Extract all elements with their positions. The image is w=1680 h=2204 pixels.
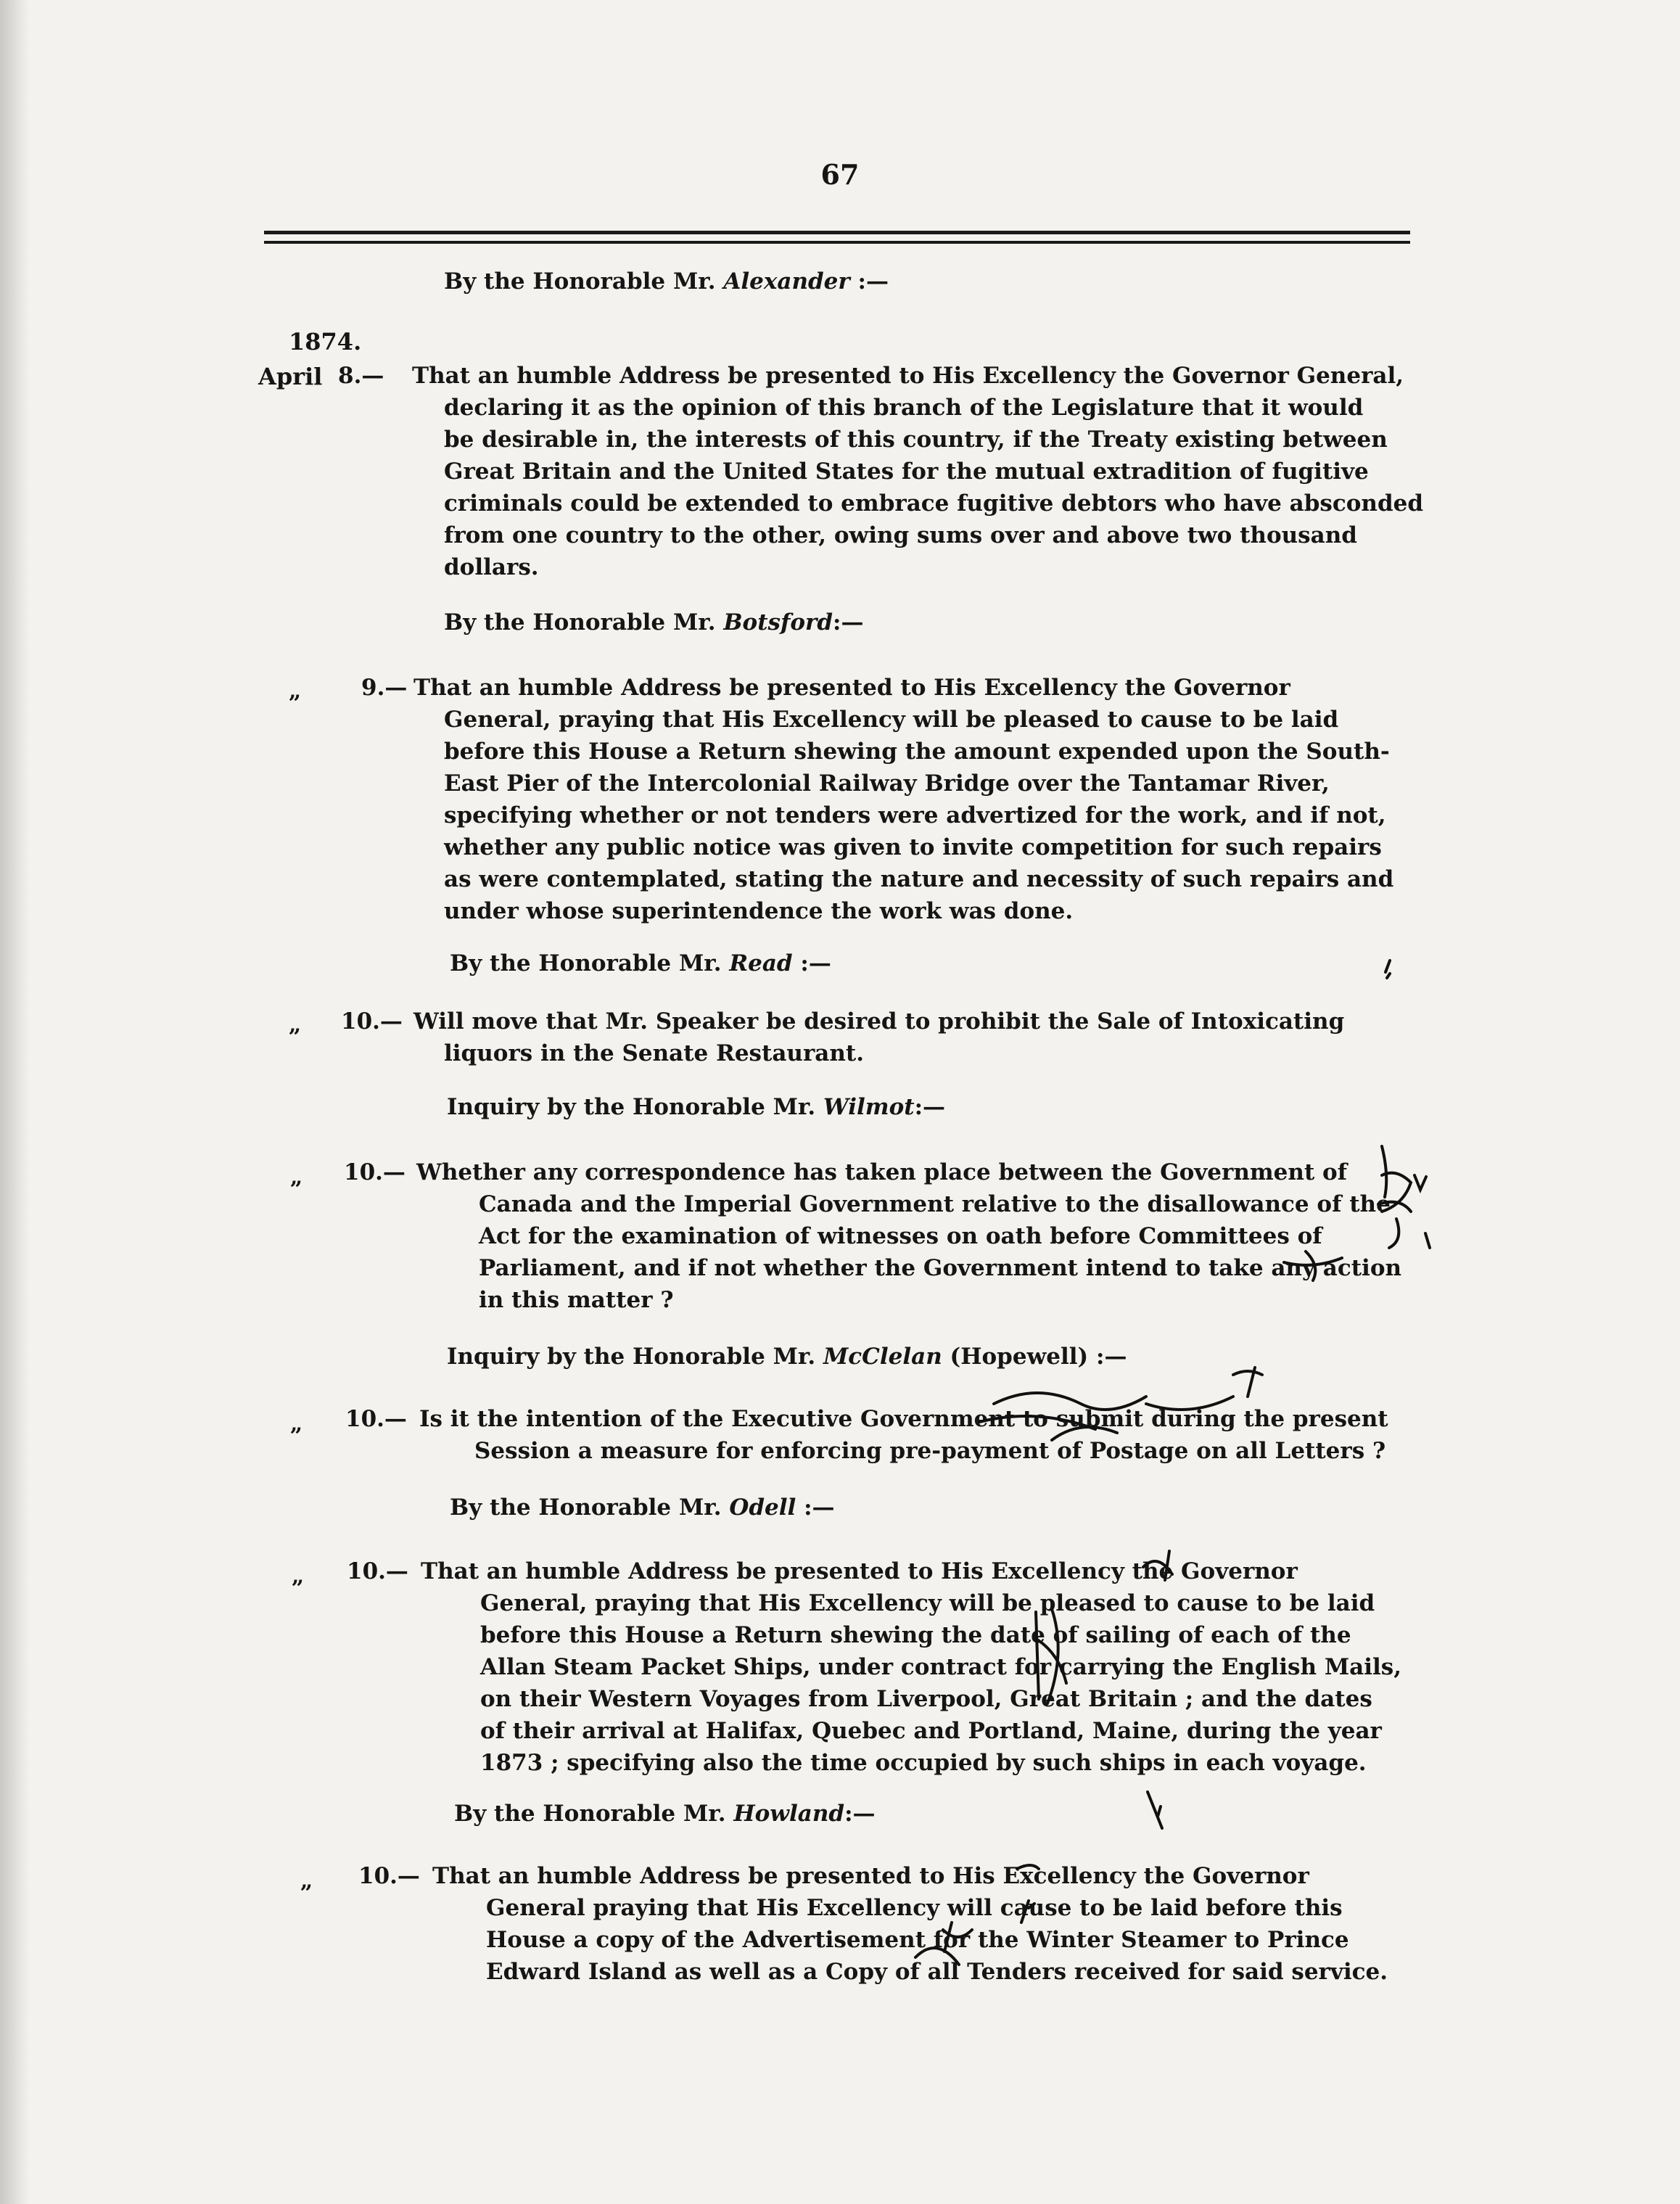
- entry-number: 10.—: [344, 1159, 405, 1185]
- entry-number: 8.—: [338, 363, 384, 389]
- section-heading: Inquiry by the Honorable Mr. McClelan (Hopewell) :—: [447, 1344, 1127, 1370]
- entry-number: 10.—: [358, 1863, 420, 1889]
- entry-text: General, praying that His Excellency will be pleased to cause to be laid before this House a Return shewing the date of sailing of each of the Allan Steam Packet Ships, under contract for carrying the English Mails, on their Western Voyages from Liverpool, Great Britain ; and the dates of their arrival at Halifax, Quebec and Portland, Maine, during the year 1873 ; specifying also the time occupied by such ships in each voyage.: [480, 1590, 1402, 1776]
- page-number: 67: [820, 158, 860, 191]
- ditto-mark: „: [290, 1411, 303, 1436]
- entry-text: General praying that His Excellency will cause to be laid before this House a copy of the Advertisement for the Winter Steamer to Prince Edward Island as well as a Copy of all Tenders received for said service.: [486, 1895, 1388, 1985]
- entry-first-line: Is it the intention of the Executive Government to submit during the present: [419, 1406, 1388, 1432]
- section-heading: By the Honorable Mr. Read :—: [450, 950, 831, 976]
- entry-number: 9.—: [361, 675, 408, 701]
- entry-number: 10.—: [347, 1558, 408, 1584]
- section-heading: By the Honorable Mr. Botsford:—: [444, 609, 864, 636]
- entry-first-line: That an humble Address be presented to His Excellency the Governor General,: [412, 363, 1404, 389]
- year-label: 1874.: [289, 328, 362, 355]
- section-heading: By the Honorable Mr. Alexander :—: [444, 268, 889, 295]
- month-label: April: [258, 363, 323, 390]
- entry-text: Canada and the Imperial Government relative to the disallowance of the Act for the examination of witnesses on oath before Committees of Parliament, and if not whether the Government intend to take any action in this matter ?: [479, 1191, 1402, 1313]
- ditto-mark: „: [289, 1012, 302, 1037]
- entry-number: 10.—: [345, 1406, 407, 1432]
- entry-first-line: That an humble Address be presented to His Excellency the Governor: [421, 1558, 1298, 1584]
- entry-text: General, praying that His Excellency will be pleased to cause to be laid before this House a Return shewing the amount expended upon the South- East Pier of the Intercolonial Railway Bridge over the Tantamar River, specifying whether or not tenders were advertized for the work, and if not, whether any public notice was given to invite competition for such repairs as were contemplated, stating the nature and necessity of such repairs and under whose superintendence the work was done.: [444, 707, 1394, 924]
- ditto-mark: „: [289, 678, 302, 704]
- section-heading: Inquiry by the Honorable Mr. Wilmot:—: [447, 1094, 946, 1120]
- ditto-mark: „: [300, 1868, 313, 1893]
- ditto-mark: „: [292, 1563, 305, 1589]
- entry-text: liquors in the Senate Restaurant.: [444, 1040, 865, 1066]
- section-heading: By the Honorable Mr. Howland:—: [454, 1801, 876, 1827]
- entry-first-line: Will move that Mr. Speaker be desired to prohibit the Sale of Intoxicating: [413, 1008, 1345, 1035]
- entry-first-line: That an humble Address be presented to His Excellency the Governor: [432, 1863, 1309, 1889]
- entry-text: Session a measure for enforcing pre-payment of Postage on all Letters ?: [474, 1438, 1386, 1464]
- entry-first-line: Whether any correspondence has taken place between the Government of: [416, 1159, 1348, 1185]
- entry-text: declaring it as the opinion of this branch of the Legislature that it would be desirable in, the interests of this country, if the Treaty existing between Great Britain and the United States for the mutual extradition of fugitive criminals could be extended to embrace fugitive debtors who have absconded from one country to the other, owing sums over and above two thousand dollars.: [444, 395, 1424, 580]
- entry-first-line: That an humble Address be presented to His Excellency the Governor: [413, 675, 1290, 701]
- entry-number: 10.—: [341, 1008, 403, 1035]
- section-heading: By the Honorable Mr. Odell :—: [450, 1494, 835, 1521]
- ditto-mark: „: [290, 1164, 303, 1190]
